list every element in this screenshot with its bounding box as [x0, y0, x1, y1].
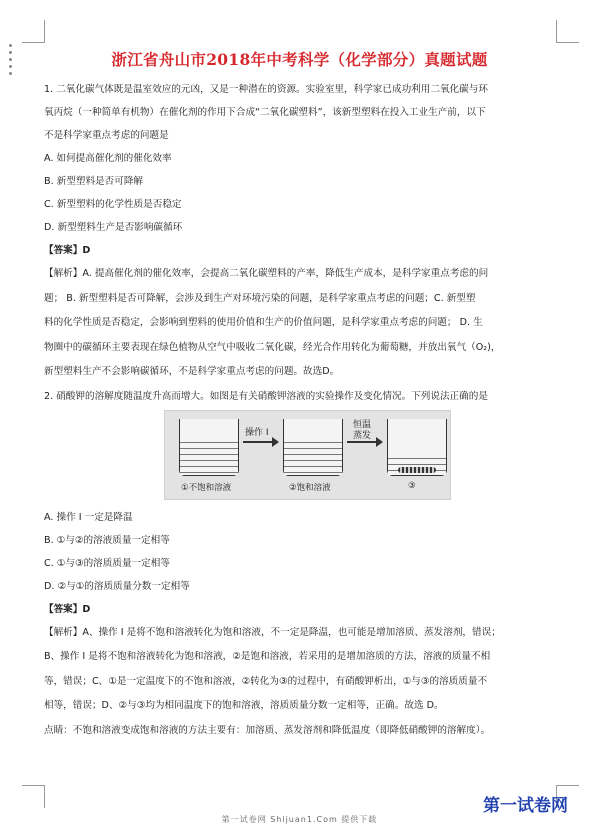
- crop-mark-top-right: [556, 20, 579, 43]
- arrow-label-evaporate: 蒸发: [353, 430, 372, 441]
- arrow-label-constant-temp: 恒温: [353, 419, 372, 430]
- caption-beaker-2: ②饱和溶液: [289, 482, 331, 493]
- footer-source: 第一试卷网 Shijuan1.Com 提供下载: [221, 815, 378, 824]
- page-title: 浙江省舟山市2018年中考科学（化学部分）真题试题: [111, 50, 488, 69]
- q2-analysis-line: 相等，错误；D、②与③均为相同温度下的饱和溶液，溶质质量分数一定相等，正确。故选 D。: [44, 700, 444, 711]
- arrow-label-operation-1: 操作 I: [245, 427, 269, 438]
- q1-analysis-line: 题； B. 新型塑料是否可降解，会涉及到生产对环境污染的问题，是科学家重点考虑的问题；C. 新型塑: [44, 292, 476, 304]
- q1-option-c: C. 新型塑料的化学性质是否稳定: [44, 199, 182, 210]
- q1-analysis-line: 新型塑料生产不会影响碳循环，不是科学家重点考虑的问题。故选D。: [44, 366, 340, 377]
- caption-beaker-1: ①不饱和溶液: [181, 482, 232, 493]
- solution-1: [180, 437, 238, 475]
- solution-2: [284, 437, 342, 475]
- q1-stem-line: 不是科学家重点考虑的问题是: [44, 130, 169, 141]
- document-body: [44, 78, 558, 743]
- q2-analysis-line: 【解析】A、操作 I 是将不饱和溶液转化为饱和溶液，不一定是降温，也可能是增加溶质、蒸发溶剂，错误；: [44, 626, 501, 638]
- q1-option-b: B. 新型塑料是否可降解: [44, 176, 144, 187]
- q1-analysis: [44, 262, 558, 385]
- q2-stem-line: 2. 硝酸钾的溶解度随温度升高而增大。如图是有关硝酸钾溶液的实验操作及变化情况。下列说法正确的是: [44, 390, 488, 402]
- beaker-1: [179, 419, 239, 476]
- q2-analysis: [44, 621, 558, 744]
- site-logo: 第一试卷网: [483, 796, 568, 816]
- experiment-figure: [44, 410, 558, 500]
- q2-answer: 【答案】D: [44, 603, 91, 615]
- q1-analysis-line: 料的化学性质是否稳定，会影响到塑料的使用价值和生产的价值问题，是科学家重点考虑的问题； D. 生: [44, 317, 483, 328]
- q1-option-d: D. 新型塑料生产是否影响碳循环: [44, 222, 183, 233]
- crop-mark-bottom-left: [22, 785, 45, 808]
- beaker-3: [387, 419, 447, 476]
- beaker-2: [283, 419, 343, 476]
- q2-option-c: C. ①与③的溶质质量一定相等: [44, 557, 170, 569]
- crop-mark-top-left: [22, 20, 45, 43]
- q2-analysis-line: B、操作 I 是将不饱和溶液转化为饱和溶液，②是饱和溶液，若采用的是增加溶质的方法，溶液的质量不相: [44, 651, 491, 662]
- q1-analysis-line: 【解析】A. 提高催化剂的催化效率，会提高二氧化碳塑料的产率，降低生产成本，是科学家重点考虑的问: [44, 268, 489, 279]
- crystal-precipitate: [398, 467, 436, 473]
- q2-option-b: B. ①与②的溶液质量一定相等: [44, 534, 170, 546]
- q1-analysis-line: 物圈中的碳循环主要表现在绿色植物从空气中吸收二氧化碳，经光合作用转化为葡萄糖，并放出氧气（O₂)，: [44, 341, 501, 353]
- q1-stem-line: 1. 二氧化碳气体既是温室效应的元凶，又是一种潜在的资源。实验室里，科学家已成功利用二氧化碳与环: [44, 84, 488, 95]
- arrow-evaporation: [347, 441, 381, 443]
- q2-option-a: A. 操作 I 一定是降温: [44, 511, 133, 523]
- q1-stem-line: 氧丙烷（一种简单有机物）在催化剂的作用下合成“二氧化碳塑料”，该新型塑料在投入工业生产前，以下: [44, 107, 486, 118]
- caption-beaker-3: ③: [408, 480, 416, 491]
- arrow-operation-1: [243, 441, 277, 443]
- q2-analysis-line: 点睛：不饱和溶液变成饱和溶液的方法主要有：加溶质、蒸发溶剂和降低温度（即降低硝酸钾的溶解度）。: [44, 724, 491, 736]
- q1-answer: 【答案】D: [44, 245, 91, 256]
- q1-option-a: A. 如何提高催化剂的催化效率: [44, 153, 172, 164]
- q2-option-d: D. ②与①的溶质质量分数一定相等: [44, 580, 190, 592]
- question-1: [44, 78, 558, 385]
- figure-panel: [164, 410, 451, 500]
- question-2: [44, 385, 558, 744]
- q2-analysis-line: 等，错误；C、①是一定温度下的不饱和溶液，②转化为③的过程中，有硝酸钾析出，①与③的溶质质量不: [44, 675, 488, 687]
